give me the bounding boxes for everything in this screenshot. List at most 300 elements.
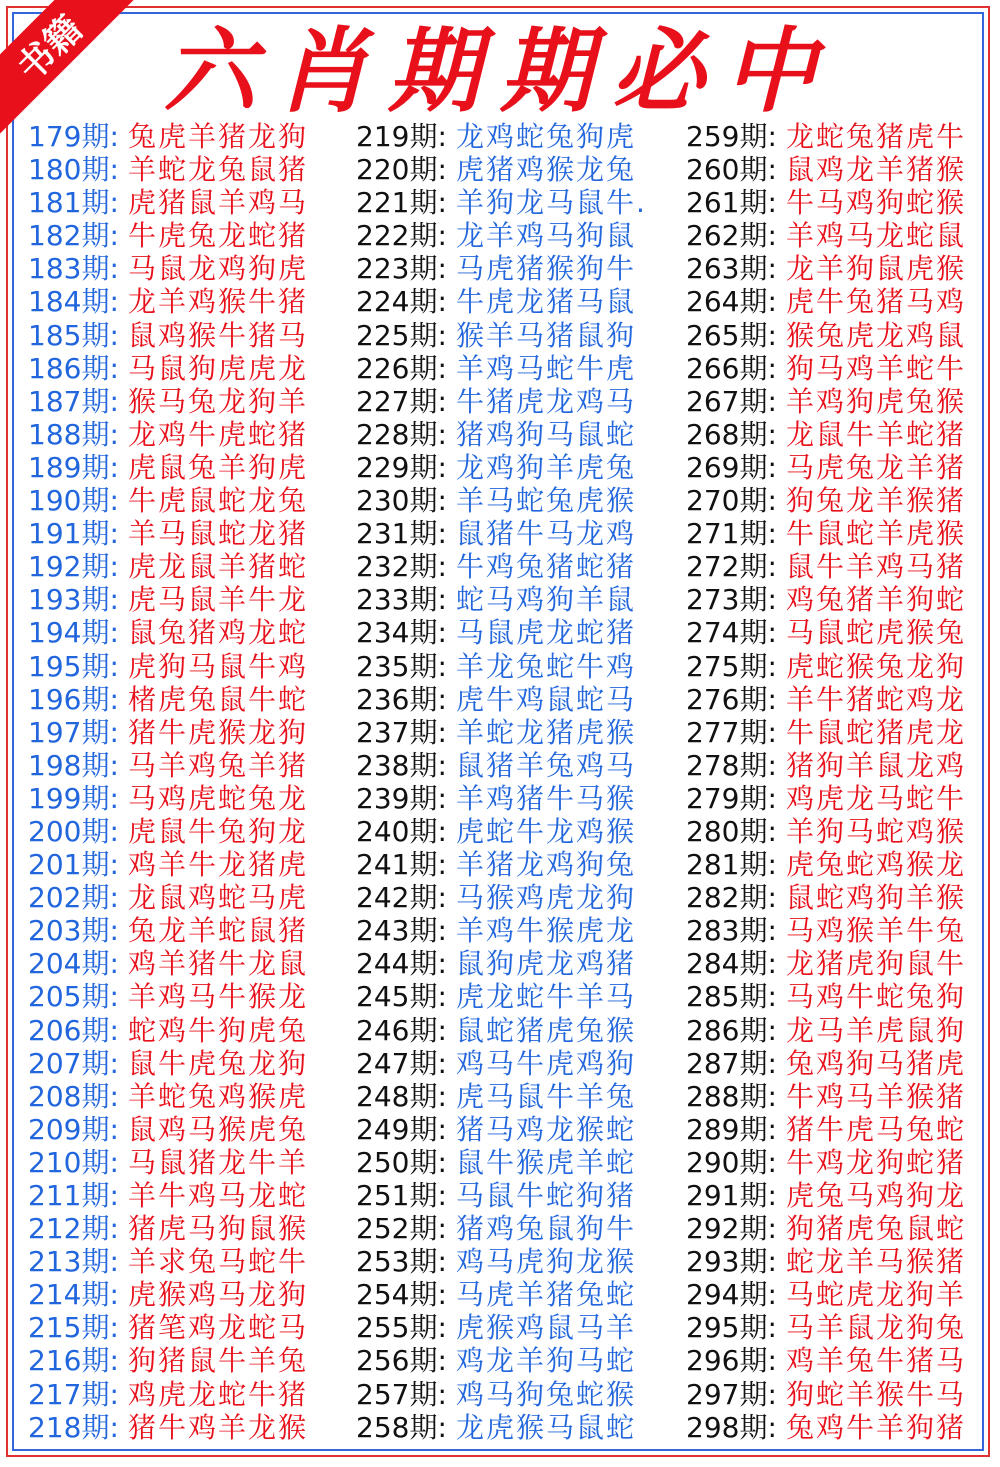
period-label: 294期: [686,1278,777,1312]
zodiac-picks: 龙羊狗鼠虎猴 [786,252,967,286]
list-item [28,749,308,782]
zodiac-picks: 猪牛虎猴龙狗 [128,715,309,749]
zodiac-picks: 马鼠蛇虎猴兔 [786,616,967,650]
zodiac-picks: 蛇马鸡狗羊鼠 [456,583,637,617]
period-label: 206期: [28,1013,119,1047]
zodiac-picks: 鼠猪牛马龙鸡 [456,517,637,551]
period-label: 268期: [686,417,777,451]
period-label: 278期: [686,748,777,782]
zodiac-picks: 鸡马狗兔蛇猴 [456,1377,637,1411]
zodiac-picks: 兔鸡牛羊狗猪 [786,1410,967,1444]
zodiac-picks: 马鼠虎龙蛇猪 [456,616,637,650]
period-label: 267期: [686,384,777,418]
zodiac-picks: 鼠鸡猴牛猪马 [128,318,309,352]
zodiac-picks: 狗蛇羊猴牛马 [786,1377,967,1411]
period-label: 293期: [686,1245,777,1279]
zodiac-picks: 羊马蛇兔虎猴 [456,484,637,518]
period-label: 251期: [356,1179,447,1212]
zodiac-picks: 羊求兔马蛇牛 [128,1245,309,1279]
zodiac-picks: 牛鼠蛇羊虎猴 [786,517,967,551]
period-label: 214期: [28,1278,119,1312]
period-label: 197期: [28,715,119,749]
list-item [686,583,966,616]
zodiac-picks: 虎猴鸡鼠马羊 [456,1311,637,1345]
period-label: 264期: [686,285,777,319]
list-item [686,1047,966,1080]
period-label: 184期: [28,285,119,319]
zodiac-picks: 鼠蛇猪虎兔猴 [456,1013,637,1047]
zodiac-picks: 马鸡猴羊牛兔 [786,914,967,948]
zodiac-picks: 羊鸡狗虎兔猴 [786,384,967,418]
zodiac-picks: 兔鸡狗马猪虎 [786,1046,967,1080]
zodiac-picks: 猴马兔龙狗羊 [128,384,309,418]
period-label: 258期: [356,1410,447,1444]
zodiac-picks: 鼠兔猪鸡龙蛇 [128,616,309,650]
zodiac-picks: 羊牛鸡马龙蛇 [128,1179,309,1212]
list-item [686,1113,966,1146]
list-item [686,881,966,914]
list-item [28,352,308,385]
list-item [28,881,308,914]
period-label: 212期: [28,1212,119,1246]
zodiac-picks: 猪马鸡龙猴蛇 [456,1112,637,1146]
zodiac-picks: 虎牛兔猪马鸡 [786,285,967,319]
list-item [28,815,308,848]
period-label: 282期: [686,881,777,915]
zodiac-picks: 龙马羊虎鼠狗 [786,1013,967,1047]
period-label: 187期: [28,384,119,418]
zodiac-picks: 龙鼠鸡蛇马虎 [128,881,309,915]
period-label: 200期: [28,814,119,848]
zodiac-picks: 龙鸡蛇兔狗虎 [456,120,637,153]
period-label: 291期: [686,1179,777,1212]
period-label: 287期: [686,1046,777,1080]
list-item [28,583,308,616]
list-item [28,947,308,980]
zodiac-picks: 鸡兔猪羊狗蛇 [786,583,967,617]
zodiac-picks: 龙猪虎狗鼠牛 [786,947,967,981]
period-label: 288期: [686,1079,777,1113]
zodiac-picks: 鸡羊兔牛猪马 [786,1344,967,1378]
list-item [28,385,308,418]
list-item [356,1311,647,1344]
zodiac-picks: 猪鸡兔鼠狗牛 [456,1212,637,1246]
zodiac-picks: 鸡龙羊狗马蛇 [456,1344,637,1378]
list-item [28,120,308,153]
zodiac-picks: 虎猴鸡马龙狗 [128,1278,309,1312]
period-label: 263期: [686,252,777,286]
list-item [686,1179,966,1212]
zodiac-picks: 龙羊鸡猴牛猪 [128,285,309,319]
list-item [356,1014,647,1047]
zodiac-picks: 虎马鼠羊牛龙 [128,583,309,617]
list-item [356,153,647,186]
zodiac-picks: 虎牛鸡鼠蛇马 [456,682,637,716]
list-item [28,186,308,219]
period-label: 274期: [686,616,777,650]
list-item [686,484,966,517]
list-item [28,1047,308,1080]
list-item [686,914,966,947]
list-item [28,1113,308,1146]
list-item [28,1344,308,1377]
list-item [356,848,647,881]
list-item [28,1311,308,1344]
column-3 [686,120,966,1444]
list-item [356,1245,647,1278]
zodiac-picks: 楮虎兔鼠牛蛇 [128,682,309,716]
zodiac-picks: 狗猪鼠牛羊兔 [128,1344,309,1378]
zodiac-picks: 虎蛇牛龙鸡猴 [456,814,637,848]
zodiac-picks: 马鼠牛蛇狗猪 [456,1179,637,1212]
zodiac-picks: 牛鸡龙狗蛇猪 [786,1145,967,1179]
period-label: 281期: [686,848,777,882]
zodiac-picks: 马虎兔龙羊猪 [786,450,967,484]
period-label: 254期: [356,1278,447,1312]
list-item [686,252,966,285]
period-label: 248期: [356,1079,447,1113]
period-label: 195期: [28,649,119,683]
zodiac-picks: 马猴鸡虎龙狗 [456,881,637,915]
period-label: 249期: [356,1112,447,1146]
corner-badge-label: 书籍 [9,7,91,89]
zodiac-picks: 羊蛇兔鸡猴虎 [128,1079,309,1113]
list-item [686,1278,966,1311]
period-label: 211期: [28,1179,119,1212]
period-label: 179期: [28,120,119,153]
period-label: 273期: [686,583,777,617]
list-item [686,947,966,980]
list-item [28,285,308,318]
list-item [28,252,308,285]
list-item [686,716,966,749]
period-label: 261期: [686,186,777,220]
list-item [686,120,966,153]
period-label: 257期: [356,1377,447,1411]
zodiac-picks: 牛马鸡狗蛇猴 [786,186,967,220]
zodiac-picks: 羊蛇龙猪虎猴 [456,715,637,749]
period-label: 247期: [356,1046,447,1080]
list-item [356,1179,647,1212]
list-item [28,550,308,583]
period-label: 222期: [356,219,447,253]
list-item [28,319,308,352]
list-item [686,1378,966,1411]
period-label: 292期: [686,1212,777,1246]
period-label: 218期: [28,1410,119,1444]
zodiac-picks: 马鸡虎蛇兔龙 [128,781,309,815]
zodiac-picks: 狗马鸡羊蛇牛 [786,351,967,385]
period-label: 283期: [686,914,777,948]
period-label: 202期: [28,881,119,915]
period-label: 188期: [28,417,119,451]
period-label: 224期: [356,285,447,319]
zodiac-picks: 虎猪鼠羊鸡马 [128,186,309,220]
list-item [686,219,966,252]
list-item [686,1014,966,1047]
list-item [686,352,966,385]
zodiac-picks: 虎马鼠牛羊兔 [456,1079,637,1113]
zodiac-picks: 龙羊鸡马狗鼠 [456,219,637,253]
list-item [686,650,966,683]
period-label: 232期: [356,550,447,584]
period-label: 208期: [28,1079,119,1113]
period-label: 252期: [356,1212,447,1246]
list-item [356,1047,647,1080]
list-item [28,451,308,484]
zodiac-picks: 猪狗羊鼠龙鸡 [786,748,967,782]
period-label: 256期: [356,1344,447,1378]
zodiac-picks: 鼠鸡龙羊猪猴 [786,153,967,187]
list-item [686,285,966,318]
zodiac-picks: 马蛇虎龙狗羊 [786,1278,967,1312]
list-item [686,550,966,583]
zodiac-picks: 马鼠龙鸡狗虎 [128,252,309,286]
zodiac-picks: 狗兔龙羊猴猪 [786,484,967,518]
list-item [356,947,647,980]
zodiac-picks: 虎蛇猴兔龙狗 [786,649,967,683]
period-label: 289期: [686,1112,777,1146]
zodiac-picks: 兔龙羊蛇鼠猪 [128,914,309,948]
zodiac-picks: 猪牛鸡羊龙猴 [128,1410,309,1444]
period-label: 196期: [28,682,119,716]
zodiac-picks: 马鸡牛蛇兔狗 [786,980,967,1014]
page-title: 六肖期期必中 [163,17,836,125]
zodiac-picks: 鸡马牛虎鸡狗 [456,1046,637,1080]
list-item [28,1014,308,1047]
list-item [356,1411,647,1444]
zodiac-picks: 马羊鸡兔羊猪 [128,748,309,782]
period-label: 189期: [28,450,119,484]
column-1 [28,120,308,1444]
list-item [686,980,966,1013]
period-label: 199期: [28,781,119,815]
period-label: 213期: [28,1245,119,1279]
period-label: 203期: [28,914,119,948]
list-item [28,650,308,683]
zodiac-picks: 羊鸡马龙蛇鼠 [786,219,967,253]
period-label: 296期: [686,1344,777,1378]
period-label: 217期: [28,1377,119,1411]
list-item [356,980,647,1013]
zodiac-picks: 虎兔蛇鸡猴龙 [786,848,967,882]
zodiac-picks: 龙鼠牛羊蛇猪 [786,417,967,451]
list-item [28,418,308,451]
zodiac-picks: 龙鸡狗羊虎兔 [456,450,637,484]
period-label: 266期: [686,351,777,385]
list-item [28,1212,308,1245]
list-item [28,782,308,815]
list-item [28,1245,308,1278]
list-item [356,219,647,252]
list-item [28,683,308,716]
period-label: 277期: [686,715,777,749]
list-item [356,749,647,782]
period-label: 204期: [28,947,119,981]
list-item [356,285,647,318]
zodiac-picks: 鼠蛇鸡狗羊猴 [786,881,967,915]
list-item [686,1245,966,1278]
period-label: 285期: [686,980,777,1014]
period-label: 235期: [356,649,447,683]
zodiac-picks: 鼠牛猴虎羊蛇 [456,1145,637,1179]
zodiac-picks: 鸡羊猪牛龙鼠 [128,947,309,981]
period-label: 298期: [686,1410,777,1444]
zodiac-picks: 鼠狗虎龙鸡猪 [456,947,637,981]
list-item [686,848,966,881]
list-item [686,1080,966,1113]
list-item [686,1344,966,1377]
list-item [28,1146,308,1179]
period-label: 239期: [356,781,447,815]
list-item [356,319,647,352]
period-label: 198期: [28,748,119,782]
list-item [28,616,308,649]
list-item [356,616,647,649]
list-item [356,252,647,285]
zodiac-picks: 鸡羊牛龙猪虎 [128,848,309,882]
period-label: 226期: [356,351,447,385]
zodiac-picks: 鸡虎龙马蛇牛 [786,781,967,815]
period-label: 265期: [686,318,777,352]
period-label: 180期: [28,153,119,187]
zodiac-picks: 兔虎羊猪龙狗 [128,120,309,153]
list-item [356,650,647,683]
list-item [686,782,966,815]
period-label: 241期: [356,848,447,882]
period-label: 220期: [356,153,447,187]
period-label: 284期: [686,947,777,981]
list-item [356,451,647,484]
zodiac-picks: 马鼠狗虎虎龙 [128,351,309,385]
period-label: 253期: [356,1245,447,1279]
zodiac-picks: 羊猪龙鸡狗兔 [456,848,637,882]
list-item [28,1080,308,1113]
period-label: 190期: [28,484,119,518]
zodiac-picks: 羊牛猪蛇鸡龙 [786,682,967,716]
list-item [28,1179,308,1212]
zodiac-picks: 牛鸡兔猪蛇猪 [456,550,637,584]
period-label: 245期: [356,980,447,1014]
zodiac-picks: 猪笔鸡龙蛇马 [128,1311,309,1345]
zodiac-picks: 龙鸡牛虎蛇猪 [128,417,309,451]
zodiac-picks: 马虎羊猪兔蛇 [456,1278,637,1312]
zodiac-picks: 猴兔虎龙鸡鼠 [786,318,967,352]
list-item [28,219,308,252]
list-item [686,616,966,649]
zodiac-picks: 羊鸡牛猴虎龙 [456,914,637,948]
list-item [686,1411,966,1444]
list-item [356,120,647,153]
list-item [356,881,647,914]
period-label: 297期: [686,1377,777,1411]
period-label: 280期: [686,814,777,848]
zodiac-picks: 羊龙兔蛇牛鸡 [456,649,637,683]
period-label: 286期: [686,1013,777,1047]
zodiac-picks: 鼠牛虎兔龙狗 [128,1046,309,1080]
list-item [28,716,308,749]
zodiac-picks: 羊鸡猪牛马猴 [456,781,637,815]
zodiac-picks: 鸡虎龙蛇牛猪 [128,1377,309,1411]
zodiac-picks: 鼠鸡马猴虎兔 [128,1112,309,1146]
list-item [686,1311,966,1344]
period-label: 271期: [686,517,777,551]
list-item [686,517,966,550]
period-label: 259期: [686,120,777,153]
period-label: 182期: [28,219,119,253]
list-item [28,1411,308,1444]
period-label: 209期: [28,1112,119,1146]
period-label: 236期: [356,682,447,716]
zodiac-picks: 虎龙鼠羊猪蛇 [128,550,309,584]
zodiac-picks: 羊鸡马蛇牛虎 [456,351,637,385]
period-label: 233期: [356,583,447,617]
zodiac-picks: 牛虎鼠蛇龙兔 [128,484,309,518]
zodiac-picks: 猪牛虎马兔蛇 [786,1112,967,1146]
list-item [686,451,966,484]
list-item [686,385,966,418]
list-item [356,1278,647,1311]
list-item [28,153,308,186]
period-label: 279期: [686,781,777,815]
list-item [28,1278,308,1311]
zodiac-picks: 虎鼠牛兔狗龙 [128,814,309,848]
period-label: 242期: [356,881,447,915]
period-label: 229期: [356,450,447,484]
zodiac-picks: 牛虎龙猪马鼠 [456,285,637,319]
zodiac-picks: 蛇鸡牛狗虎兔 [128,1013,309,1047]
period-label: 246期: [356,1013,447,1047]
zodiac-picks: 狗猪虎兔鼠蛇 [786,1212,967,1246]
list-item [356,1080,647,1113]
period-label: 262期: [686,219,777,253]
list-item [356,782,647,815]
period-label: 237期: [356,715,447,749]
period-label: 295期: [686,1311,777,1345]
list-item [28,484,308,517]
zodiac-picks: 虎龙蛇牛羊马 [456,980,637,1014]
list-item [356,385,647,418]
list-item [356,1146,647,1179]
zodiac-picks: 鼠猪羊兔鸡马 [456,748,637,782]
list-item [356,683,647,716]
list-item [356,914,647,947]
zodiac-picks: 猪虎马狗鼠猴 [128,1212,309,1246]
zodiac-picks: 马鼠猪龙牛羊 [128,1145,309,1179]
list-item [356,550,647,583]
zodiac-picks: 羊马鼠蛇龙猪 [128,517,309,551]
zodiac-picks: 羊狗马蛇鸡猴 [786,814,967,848]
period-label: 210期: [28,1145,119,1179]
list-item [356,352,647,385]
period-label: 194期: [28,616,119,650]
list-item [28,1378,308,1411]
list-item [356,716,647,749]
list-item [356,418,647,451]
period-label: 269期: [686,450,777,484]
period-label: 186期: [28,351,119,385]
period-label: 181期: [28,186,119,220]
zodiac-picks: 龙虎猴马鼠蛇 [456,1410,637,1444]
list-item [356,583,647,616]
period-label: 227期: [356,384,447,418]
zodiac-picks: 羊狗龙马鼠牛. [456,186,647,220]
list-item [356,1378,647,1411]
list-item [686,683,966,716]
period-label: 243期: [356,914,447,948]
period-label: 205期: [28,980,119,1014]
period-label: 240期: [356,814,447,848]
